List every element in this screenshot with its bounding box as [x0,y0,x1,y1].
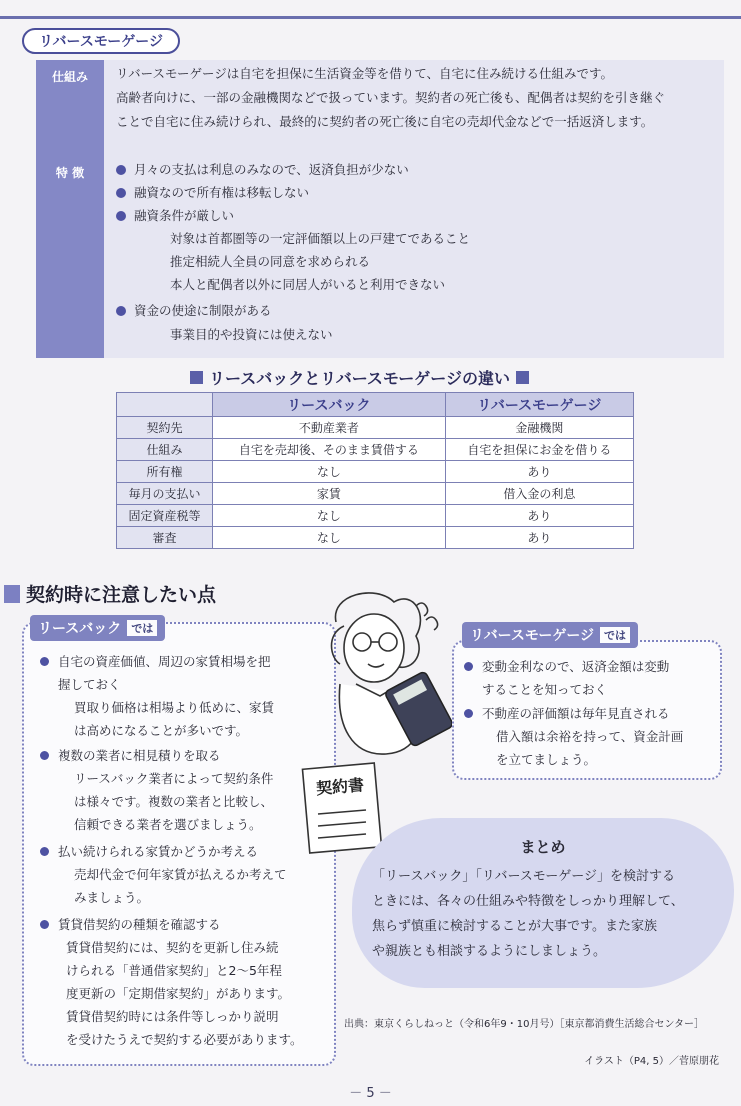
condition-item: 本人と配偶者以外に同居人がいると利用できない [170,277,446,292]
bullet-icon [40,847,49,856]
caution-heading: 契約時に注意したい点 [4,580,216,607]
leaseback-item: 自宅の資産価値、周辺の家賃相場を把 [58,650,271,673]
reverse-note: を立てましょう。 [496,752,597,767]
table-row [117,417,634,439]
leaseback-item: 複数の業者に相見積りを取る [58,744,221,767]
bullet-icon [40,657,49,666]
table-header-cell: リバースモーゲージ [445,393,633,417]
page-number: － 5 － [349,1086,392,1101]
top-rule [0,16,741,19]
square-icon [516,371,529,384]
summary-text [372,864,722,964]
reverse-item: 変動金利なので、返済金額は変動 [482,655,669,678]
table-row [117,461,634,483]
source-citation: 出典：東京くらしねっと（令和6年9・10月号）［東京都消費生活総合センター］ [344,1019,705,1030]
leaseback-note: を受けたうえで契約する必要があります。 [66,1032,303,1047]
table-header-row [117,393,634,417]
summary-line: 「リースバック」「リバースモーゲージ」を検討する [372,869,676,884]
row-label: 契約先 [117,417,213,439]
bullet-icon [464,709,473,718]
table-cell: 家賃 [213,483,446,505]
bullet-icon [464,662,473,671]
leaseback-note: 信頼できる業者を選びましょう。 [74,817,262,832]
mechanism-line-2: 高齢者向けに、一部の金融機関などで扱っています。契約者の死亡後も、配偶者は契約を引き継ぐ [116,90,666,105]
leaseback-tab: リースバック では [30,615,165,641]
leaseback-item: 払い続けられる家賃かどうか考える [58,840,258,863]
table-cell: あり [445,527,633,549]
leaseback-note: は様々です。複数の業者と比較し、 [74,794,274,809]
mechanism-label: 仕組み [51,70,88,84]
leaseback-note: けられる「普通借家契約」と2～5年程 [66,963,282,978]
table-cell: 自宅を担保にお金を借りる [445,439,633,461]
table-cell: なし [213,527,446,549]
table-cell: 借入金の利息 [445,483,633,505]
reverse-item: 不動産の評価額は毎年見直される [482,702,670,725]
table-row [117,483,634,505]
leaseback-note: みましょう。 [74,890,150,905]
mechanism-line-3: ことで自宅に住み続けられ、最終的に契約者の死亡後に自宅の売却代金などで一括返済します。 [116,114,654,129]
row-label: 所有権 [117,461,213,483]
bullet-icon [116,211,126,221]
feature-item: 融資条件が厳しい [116,205,234,227]
bullet-icon [40,751,49,760]
square-icon [190,371,203,384]
usage-note: 事業目的や投資には使えない [170,327,333,342]
row-label: 仕組み [117,439,213,461]
table-header-cell: リースバック [213,393,446,417]
summary-title: まとめ [520,838,566,856]
contract-label: 契約書 [315,775,365,799]
bullet-icon [116,306,126,316]
leaseback-note: 賃貸借契約時には条件等しっかり説明 [66,1009,279,1024]
feature-item: 融資なので所有権は移転しない [116,182,309,204]
leaseback-item-cont: 握しておく [58,677,121,692]
bullet-icon [116,165,126,175]
bullet-icon [116,188,126,198]
illustration-credit: イラスト（P4, 5）／菅原朋花 [584,1056,719,1067]
row-label: 毎月の支払い [117,483,213,505]
table-cell: あり [445,505,633,527]
panel-side-bar [36,60,104,358]
table-cell: なし [213,505,446,527]
leaseback-note: 度更新の「定期借家契約」があります。 [66,986,291,1001]
table-row [117,439,634,461]
features-label: 特 徴 [55,166,85,180]
summary-line: 焦らず慎重に検討することが大事です。また家族 [372,919,657,934]
leaseback-note: は高めになることが多いです。 [74,723,249,738]
table-cell: あり [445,461,633,483]
table-row [117,527,634,549]
leaseback-note: 賃貸借契約には、契約を更新し住み続 [66,940,279,955]
table-cell: 不動産業者 [213,417,446,439]
condition-item: 対象は首都圏等の一定評価額以上の戸建てであること [170,231,471,246]
leaseback-note: 売却代金で何年家賃が払えるか考えて [74,867,287,882]
table-row [117,505,634,527]
table-header-cell [117,393,213,417]
table-cell: 金融機関 [445,417,633,439]
condition-item: 推定相続人全員の同意を求められる [170,254,371,269]
feature-item: 月々の支払は利息のみなので、返済負担が少ない [116,159,409,181]
summary-line: や親族とも相談するようにしましょう。 [372,944,607,959]
table-cell: なし [213,461,446,483]
comparison-table [116,392,634,549]
summary-blob [352,818,734,988]
reverse-mortgage-heading: リバースモーゲージ [22,28,180,54]
mechanism-line-1: リバースモーゲージは自宅を担保に生活資金等を借りて、自宅に住み続ける仕組みです。 [116,66,614,81]
leaseback-note: リースバック業者によって契約条件 [74,771,274,786]
bullet-icon [40,920,49,929]
reverse-note: 借入額は余裕を持って、資金計画 [496,729,684,744]
table-cell: 自宅を売却後、そのまま賃借する [213,439,446,461]
row-label: 固定資産税等 [117,505,213,527]
row-label: 審査 [117,527,213,549]
leaseback-item: 賃貸借契約の種類を確認する [58,913,221,936]
comparison-title: リースバックとリバースモーゲージの違い [190,366,529,389]
reverse-mortgage-panel [36,60,724,358]
reverse-mortgage-tab: リバースモーゲージ では [462,622,638,648]
heading-bar [4,585,20,603]
leaseback-note: 買取り価格は相場より低めに、家賃 [74,700,275,715]
feature-item: 資金の使途に制限がある [116,300,272,322]
summary-line: ときには、各々の仕組みや特徴をしっかり理解して、 [372,894,684,909]
reverse-item-cont: することを知っておく [482,682,608,697]
